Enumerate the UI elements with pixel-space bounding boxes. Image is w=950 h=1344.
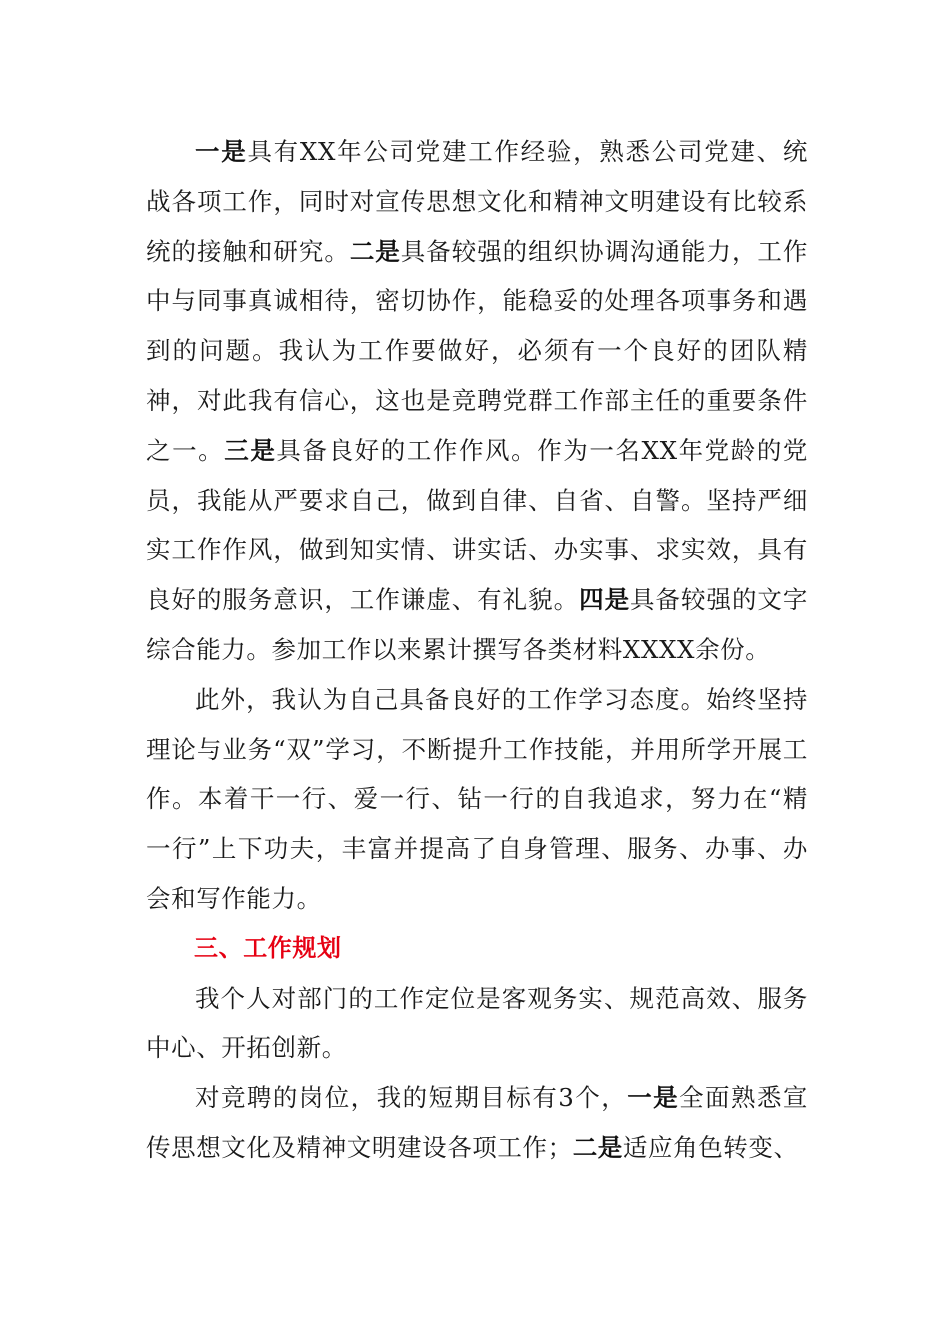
document-body [146,127,808,1173]
paragraph-text: 具备较强的组织协调沟通能力，工作中与同事真诚相待，密切协作，能稳妥的处理各项事务和遇到的问题。我认为工作要做好，必须有一个良好的团队精神，对此我有信心，这也是竞聘党群工作部主任的重要条件之一。 [146,236,808,465]
section-heading: 三、工作规划 [194,933,342,962]
lead-phrase-1: 一是 [195,137,248,166]
paragraph-text: 适应角色转变、 [622,1132,799,1162]
paragraph-qualifications [146,127,808,675]
paragraph-text: 具备良好的工作作风。作为一名XX年党龄的党员，我能从严要求自己，做到自律、自省、自警。坚持严细实工作作风，做到知实情、讲实话、办实事、求实效，具有良好的服务意识，工作谦虚、有礼貌。 [146,435,809,615]
paragraph-text: 对竞聘的岗位，我的短期目标有3个， [195,1083,628,1113]
lead-phrase-4: 四是 [579,585,631,615]
paragraph-text: 具备较强的文字综合能力。参加工作以来累计撰写各类材料XXXX余份。 [146,585,809,664]
lead-phrase-goal-2: 二是 [572,1132,623,1162]
paragraph-text: 具有XX年公司党建工作经验，熟悉公司党建、统战各项工作，同时对宣传思想文化和精神文明建设有比较系统的接触和研究。 [146,137,808,266]
lead-phrase-3: 三是 [224,435,277,465]
paragraph-positioning: 我个人对部门的工作定位是客观务实、规范高效、服务中心、开拓创新。 [146,983,808,1063]
paragraph-goals [146,1073,808,1173]
paragraph-attitude: 此外，我认为自己具备良好的工作学习态度。始终坚持理论与业务“双”学习，不断提升工作技能，并用所学开展工作。本着干一行、爱一行、钻一行的自我追求，努力在“精一行”上下功夫，丰富并提高了自身管理、服务、办事、办会和写作能力。 [146,684,808,913]
lead-phrase-goal-1: 一是 [627,1083,680,1113]
lead-phrase-2: 二是 [349,236,401,266]
paragraph-text: 全面熟悉宣传思想文化及精神文明建设各项工作； [146,1083,809,1162]
